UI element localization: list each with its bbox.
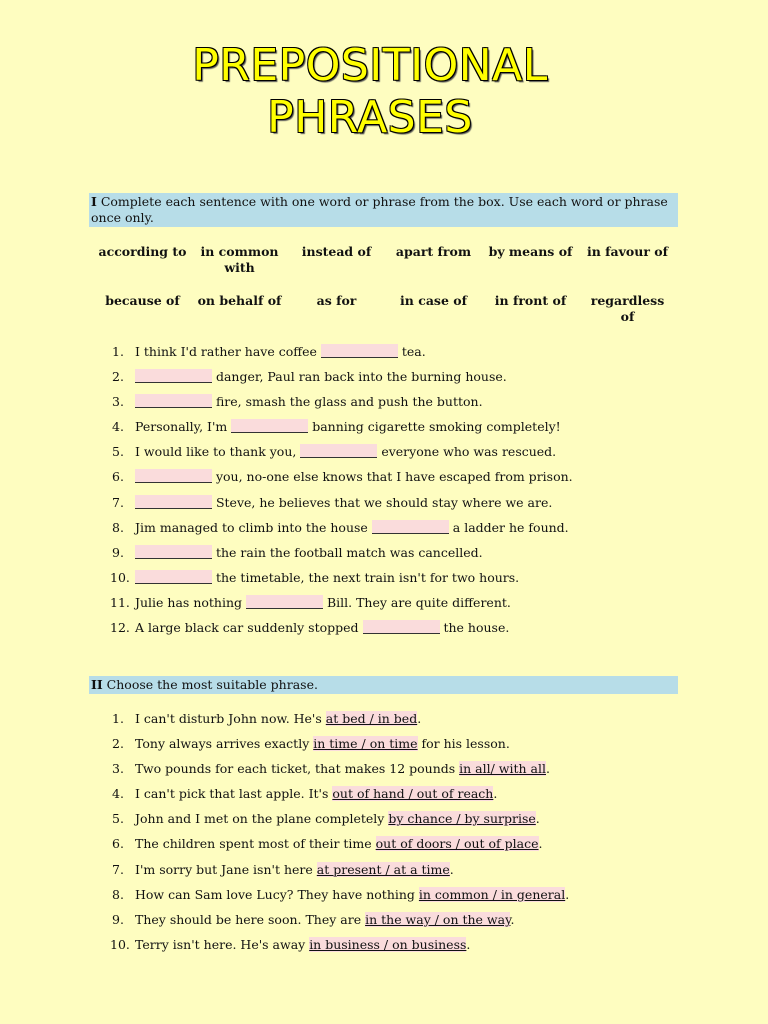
item-text bbox=[135, 469, 573, 484]
phrase-choice[interactable]: by chance / by surprise bbox=[388, 811, 536, 827]
item-text-before: I can't pick that last apple. It's bbox=[135, 786, 333, 802]
box-phrase: instead of bbox=[301, 244, 372, 259]
item-text-after: . bbox=[417, 711, 422, 726]
item-text bbox=[135, 495, 552, 510]
phrase-choice[interactable]: out of hand / out of reach bbox=[332, 786, 494, 802]
item-text bbox=[135, 545, 483, 560]
item-text bbox=[135, 444, 556, 459]
box-phrase: apart from bbox=[395, 244, 472, 259]
box-phrase: in case of bbox=[400, 293, 467, 308]
item-text bbox=[135, 811, 540, 826]
exercise-2-item bbox=[100, 912, 700, 937]
section-1-instruction-text: Complete each sentence with one word or phrase from the box. Use each word or phrase once only. bbox=[91, 194, 668, 225]
item-text-after: a ladder he found. bbox=[448, 519, 569, 535]
item-text-before: How can Sam love Lucy? They have nothing bbox=[135, 886, 419, 902]
item-text bbox=[135, 394, 483, 409]
exercise-1-item bbox=[100, 545, 700, 570]
phrase-choice[interactable]: out of doors / out of place bbox=[375, 836, 539, 852]
exercise-2-item bbox=[100, 761, 700, 786]
phrase-choice[interactable]: in time / on time bbox=[313, 736, 418, 752]
answer-blank[interactable] bbox=[363, 620, 440, 634]
item-text bbox=[135, 912, 514, 927]
phrase-box-row-2 bbox=[94, 293, 676, 325]
item-text-after: tea. bbox=[397, 344, 426, 359]
section-1-instruction bbox=[89, 193, 678, 227]
item-number: 4. bbox=[112, 786, 124, 802]
item-text-before: I think I'd rather have coffee bbox=[135, 344, 321, 359]
exercise-2-item bbox=[100, 937, 700, 962]
item-text-after: . bbox=[565, 886, 570, 902]
item-text bbox=[135, 570, 519, 585]
phrase-choice[interactable]: in all/ with all bbox=[459, 761, 546, 777]
box-phrase: regardless of bbox=[590, 293, 665, 324]
item-text-after: danger, Paul ran back into the burning house. bbox=[212, 369, 507, 385]
answer-blank[interactable] bbox=[135, 394, 212, 408]
item-text bbox=[135, 836, 543, 851]
item-text bbox=[135, 937, 470, 952]
exercise-2-item bbox=[100, 811, 700, 836]
item-number: 12. bbox=[110, 620, 130, 636]
answer-blank[interactable] bbox=[135, 545, 212, 559]
item-text-before: I would like to thank you, bbox=[135, 444, 301, 460]
item-text-after: the timetable, the next train isn't for two hours. bbox=[212, 569, 520, 585]
exercise-1-item bbox=[100, 495, 700, 520]
item-number: 5. bbox=[112, 444, 124, 460]
item-number: 9. bbox=[112, 544, 124, 560]
answer-blank[interactable] bbox=[135, 369, 212, 383]
item-number: 10. bbox=[110, 569, 130, 585]
title-line-1: PREPOSITIONAL bbox=[192, 40, 548, 91]
box-phrase: as for bbox=[316, 293, 357, 308]
exercise-1-item bbox=[100, 369, 700, 394]
item-text bbox=[135, 344, 426, 359]
exercise-1-item bbox=[100, 394, 700, 419]
item-number: 6. bbox=[112, 469, 124, 485]
answer-blank[interactable] bbox=[135, 570, 212, 584]
section-2-number: II bbox=[91, 677, 103, 692]
phrase-choice[interactable]: in the way / on the way bbox=[365, 911, 511, 927]
answer-blank[interactable] bbox=[246, 595, 323, 609]
phrase-choice[interactable]: at bed / in bed bbox=[325, 711, 418, 726]
item-text-before: Julie has nothing bbox=[135, 594, 246, 610]
item-number: 8. bbox=[112, 886, 124, 902]
item-text-after: banning cigarette smoking completely! bbox=[308, 419, 561, 435]
item-number: 9. bbox=[112, 911, 124, 927]
exercise-1-item bbox=[100, 344, 700, 369]
phrase-choice[interactable]: in common / in general bbox=[418, 886, 566, 902]
item-number: 5. bbox=[112, 811, 124, 827]
exercise-1-item bbox=[100, 444, 700, 469]
box-phrase: in favour of bbox=[586, 244, 668, 259]
item-text bbox=[135, 520, 569, 535]
item-text-before: Jim managed to climb into the house bbox=[135, 519, 372, 535]
item-text-after: for his lesson. bbox=[417, 736, 510, 752]
item-text-after: . bbox=[510, 911, 515, 927]
item-text-before: Personally, I'm bbox=[135, 419, 232, 435]
page-title bbox=[0, 40, 740, 144]
item-number: 10. bbox=[110, 936, 130, 952]
exercise-2-item bbox=[100, 836, 700, 861]
item-text bbox=[135, 369, 507, 384]
item-text bbox=[135, 761, 550, 776]
exercise-1-item bbox=[100, 570, 700, 595]
phrase-choice[interactable]: in business / on business bbox=[309, 936, 467, 952]
item-text-before: John and I met on the plane completely bbox=[135, 811, 389, 827]
item-text-before: The children spent most of their time bbox=[135, 836, 376, 852]
item-number: 7. bbox=[112, 494, 124, 510]
section-2-instruction-text: Choose the most suitable phrase. bbox=[102, 677, 318, 692]
answer-blank[interactable] bbox=[372, 520, 449, 534]
item-text bbox=[135, 887, 569, 902]
answer-blank[interactable] bbox=[231, 419, 308, 433]
box-phrase: on behalf of bbox=[197, 293, 282, 308]
item-text-after: Bill. They are quite different. bbox=[323, 594, 511, 610]
exercise-2-item bbox=[100, 887, 700, 912]
item-text-before: Terry isn't here. He's away bbox=[135, 936, 310, 952]
phrase-choice[interactable]: at present / at a time bbox=[316, 861, 450, 877]
item-text bbox=[135, 711, 421, 726]
item-text bbox=[135, 419, 561, 434]
item-number: 11. bbox=[110, 594, 130, 610]
exercise-1-item bbox=[100, 595, 700, 620]
item-text bbox=[135, 595, 511, 610]
exercise-1-list bbox=[100, 344, 700, 645]
answer-blank[interactable] bbox=[135, 469, 212, 483]
exercise-1-item bbox=[100, 419, 700, 444]
exercise-2-item bbox=[100, 786, 700, 811]
exercise-2-item bbox=[100, 711, 700, 736]
item-text-before: Two pounds for each ticket, that makes 12 pounds bbox=[135, 761, 460, 777]
answer-blank[interactable] bbox=[321, 344, 398, 358]
item-text-after: . bbox=[546, 761, 550, 777]
answer-blank[interactable] bbox=[300, 444, 377, 458]
section-1-number: I bbox=[91, 194, 97, 209]
item-text-before: I can't disturb John now. He's bbox=[135, 711, 326, 726]
box-phrase: because of bbox=[105, 293, 180, 308]
item-text bbox=[135, 786, 497, 801]
item-number: 3. bbox=[112, 761, 124, 777]
item-number: 7. bbox=[112, 861, 124, 877]
item-text-before: They should be here soon. They are bbox=[135, 911, 366, 927]
item-text bbox=[135, 620, 509, 635]
item-text-after: the rain the football match was cancelled. bbox=[212, 544, 483, 560]
box-phrase: in front of bbox=[494, 293, 567, 308]
item-text-after: fire, smash the glass and push the button. bbox=[212, 394, 483, 410]
item-number: 4. bbox=[112, 419, 124, 435]
exercise-2-item bbox=[100, 862, 700, 887]
item-number: 3. bbox=[112, 394, 124, 410]
item-number: 2. bbox=[112, 369, 124, 385]
item-text-after: you, no-one else knows that I have escaped from prison. bbox=[212, 469, 573, 485]
phrase-box-row-1 bbox=[94, 244, 676, 276]
item-text-after: everyone who was rescued. bbox=[377, 444, 557, 460]
item-number: 8. bbox=[112, 519, 124, 535]
item-text-after: . bbox=[449, 861, 454, 877]
exercise-1-item bbox=[100, 469, 700, 494]
box-phrase: in common with bbox=[200, 244, 279, 275]
box-phrase: according to bbox=[98, 244, 187, 259]
box-phrase: by means of bbox=[488, 244, 573, 259]
exercise-1-item bbox=[100, 520, 700, 545]
item-text-after: . bbox=[466, 936, 471, 952]
item-text bbox=[135, 736, 510, 751]
item-text-before: Tony always arrives exactly bbox=[135, 736, 314, 752]
exercise-1-item bbox=[100, 620, 700, 645]
item-number: 1. bbox=[112, 711, 124, 726]
item-text bbox=[135, 862, 454, 877]
item-text-after: . bbox=[535, 811, 540, 827]
exercise-2-list bbox=[100, 711, 700, 962]
title-line-2: PHRASES bbox=[267, 92, 473, 143]
item-text-after: the house. bbox=[439, 620, 510, 636]
section-2-instruction bbox=[89, 676, 678, 694]
item-text-after: . bbox=[538, 836, 543, 852]
item-text-before: I'm sorry but Jane isn't here bbox=[135, 861, 317, 877]
exercise-2-item bbox=[100, 736, 700, 761]
item-number: 6. bbox=[112, 836, 124, 852]
answer-blank[interactable] bbox=[135, 495, 212, 509]
item-text-before: A large black car suddenly stopped bbox=[135, 620, 363, 636]
item-number: 2. bbox=[112, 736, 124, 752]
item-text-after: . bbox=[493, 786, 498, 802]
item-number: 1. bbox=[112, 344, 124, 359]
item-text-after: Steve, he believes that we should stay where we are. bbox=[212, 494, 553, 510]
